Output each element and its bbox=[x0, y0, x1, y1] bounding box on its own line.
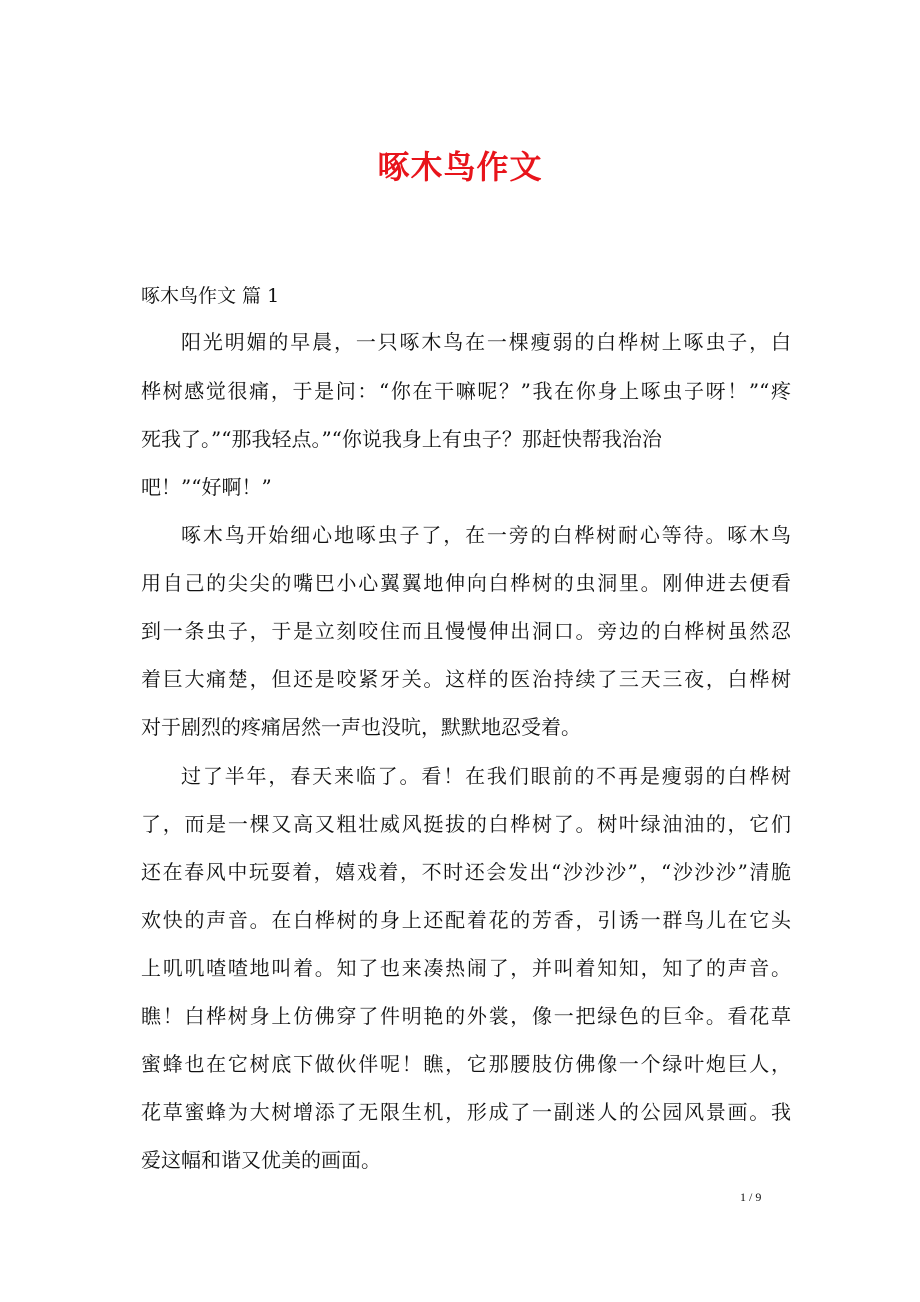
paragraph-3-line-6: 瞧！白桦树身上仿佛穿了件明艳的外裳，像一把绿色的巨伞。看花草 bbox=[141, 1004, 791, 1028]
paragraph-3-line-1: 过了半年，春天来临了。看！在我们眼前的不再是瘦弱的白桦树 bbox=[181, 764, 791, 788]
paragraph-1-line-4: 吧！”“好啊！” bbox=[141, 475, 272, 499]
paragraph-2-line-1: 啄木鸟开始细心地啄虫子了，在一旁的白桦树耐心等待。啄木鸟 bbox=[181, 523, 791, 547]
paragraph-1-line-3: 死我了。”“那我轻点。”“你说我身上有虫子？那赶快帮我治治 bbox=[141, 427, 662, 451]
paragraph-3-line-7: 蜜蜂也在它树底下做伙伴呢！瞧，它那腰肢仿佛像一个绿叶炮巨人， bbox=[141, 1052, 791, 1076]
section-heading: 啄木鸟作文 篇 1 bbox=[141, 285, 280, 307]
paragraph-2-line-3: 到一条虫子，于是立刻咬住而且慢慢伸出洞口。旁边的白桦树虽然忍 bbox=[141, 619, 791, 643]
paragraph-1-line-2: 桦树感觉很痛，于是问：“你在干嘛呢？”我在你身上啄虫子呀！”“疼 bbox=[141, 379, 791, 403]
paragraph-3-line-5: 上叽叽喳喳地叫着。知了也来凑热闹了，并叫着知知，知了的声音。 bbox=[141, 956, 791, 980]
paragraph-3-line-2: 了，而是一棵又高又粗壮威风挺拔的白桦树了。树叶绿油油的，它们 bbox=[141, 812, 791, 836]
paragraph-3-line-9: 爱这幅和谐又优美的画面。 bbox=[141, 1148, 381, 1172]
paragraph-2-line-5: 对于剧烈的疼痛居然一声也没吭，默默地忍受着。 bbox=[141, 715, 581, 739]
paragraph-2-line-2: 用自己的尖尖的嘴巴小心翼翼地伸向白桦树的虫洞里。刚伸进去便看 bbox=[141, 571, 791, 595]
document-title: 啄木鸟作文 bbox=[377, 148, 543, 186]
paragraph-3-line-4: 欢快的声音。在白桦树的身上还配着花的芳香，引诱一群鸟儿在它头 bbox=[141, 908, 791, 932]
page-number: 1 / 9 bbox=[740, 1190, 762, 1204]
paragraph-2-line-4: 着巨大痛楚，但还是咬紧牙关。这样的医治持续了三天三夜，白桦树 bbox=[141, 667, 791, 691]
paragraph-3-line-8: 花草蜜蜂为大树增添了无限生机，形成了一副迷人的公园风景画。我 bbox=[141, 1100, 791, 1124]
paragraph-1-line-1: 阳光明媚的早晨，一只啄木鸟在一棵瘦弱的白桦树上啄虫子，白 bbox=[181, 330, 791, 354]
paragraph-3-line-3: 还在春风中玩耍着，嬉戏着，不时还会发出“沙沙沙”，“沙沙沙”清脆 bbox=[141, 860, 791, 884]
